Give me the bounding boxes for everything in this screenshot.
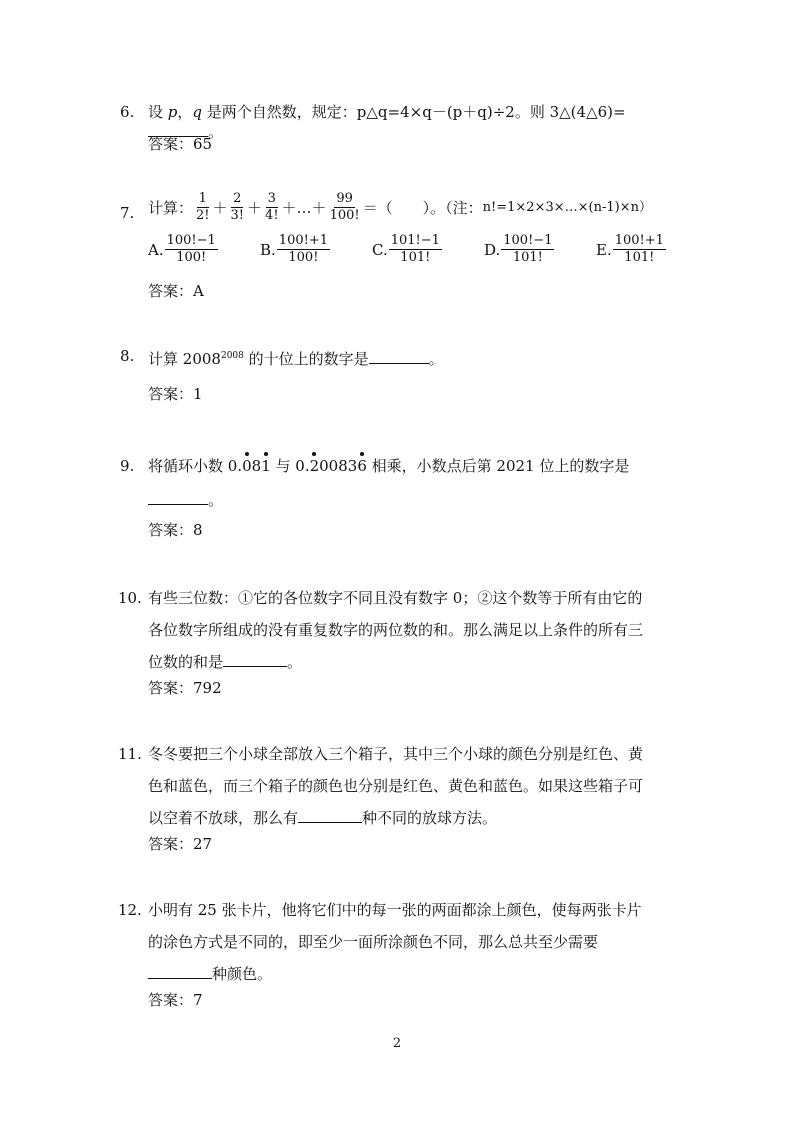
question-text: 设 p，q 是两个自然数，规定：p△q=4×q－(p＋q)÷2。则 3△(4△6)=。 [148,103,626,141]
answer: 答案：7 [148,991,203,1009]
question-text: 计算 $2008^{2008}$ 的十位上的数字是 。 [148,350,444,368]
option-d: D. $\frac{100!-1}{101!}$ [484,233,553,265]
answer-blank [223,652,287,667]
question-text: 冬冬要把三个小球全部放入三个箱子，其中三个小球的颜色分别是红色、黄 色和蓝色，而三个箱子的颜色也分别是红色、黄色和蓝色。如果这些箱子可 以空着不放球，那么有 种不同的放球方法。 [148,745,644,827]
option-b: B. $\frac{100!+1}{100!}$ [260,233,328,265]
options [148,233,680,273]
answer-blank [298,808,362,823]
option-a: A. $\frac{100!-1}{100!}$ [148,233,216,265]
page-number: 2 [392,1036,402,1051]
question-number: 9. [120,457,135,475]
answer-blank [148,490,208,505]
question-number: 7. [120,204,135,222]
question-text: 有些三位数：①它的各位数字不同且没有数字 0；②这个数等于所有由它的 各位数字所组成的没有重复数字的两位数的和。那么满足以上条件的所有三 位数的和是 。 [148,589,644,671]
question-number: 6. [120,103,135,121]
answer: 答案：A [148,282,204,300]
question-text: 计算： $\frac{1}{2!}$ ＋ $\frac{2}{3!}$ ＋ $\frac{3}{4!}$ ＋…＋ $\frac{99}{100!}$ ＝（ ）。（注： n!=1×2×3×…×(n-1)×n） [148,191,652,223]
option-c: C. $\frac{101!-1}{101!}$ [372,233,440,265]
answer: 答案：792 [148,679,222,697]
question-text: 将循环小数 0.081 与 0.200836 相乘，小数点后第 2021 位上的数字是 。 [148,457,630,509]
answer-blank [148,964,212,979]
answer: 答案：27 [148,835,213,853]
option-e: E. $\frac{100!+1}{101!}$ [596,233,664,265]
question-text: 小明有 25 张卡片，他将它们中的每一张的两面都涂上颜色，使每两张卡片 的涂色方式是不同的，即至少一面所涂颜色不同，那么总共至少需要 种颜色。 [148,901,642,983]
question-number: 10. [118,589,142,607]
answer: 答案：8 [148,521,203,539]
answer: 答案：1 [148,385,203,403]
answer-blank [369,349,429,364]
fraction: $\frac{1}{2!}$ [196,191,210,223]
question-number: 8. [120,347,135,365]
question-number: 11. [118,745,142,763]
answer: 答案：65 [148,135,213,153]
fraction: $\frac{99}{100!}$ [329,191,360,223]
question-number: 12. [118,901,142,919]
fraction: $\frac{2}{3!}$ [230,191,245,223]
fraction: $\frac{3}{4!}$ [265,191,279,223]
